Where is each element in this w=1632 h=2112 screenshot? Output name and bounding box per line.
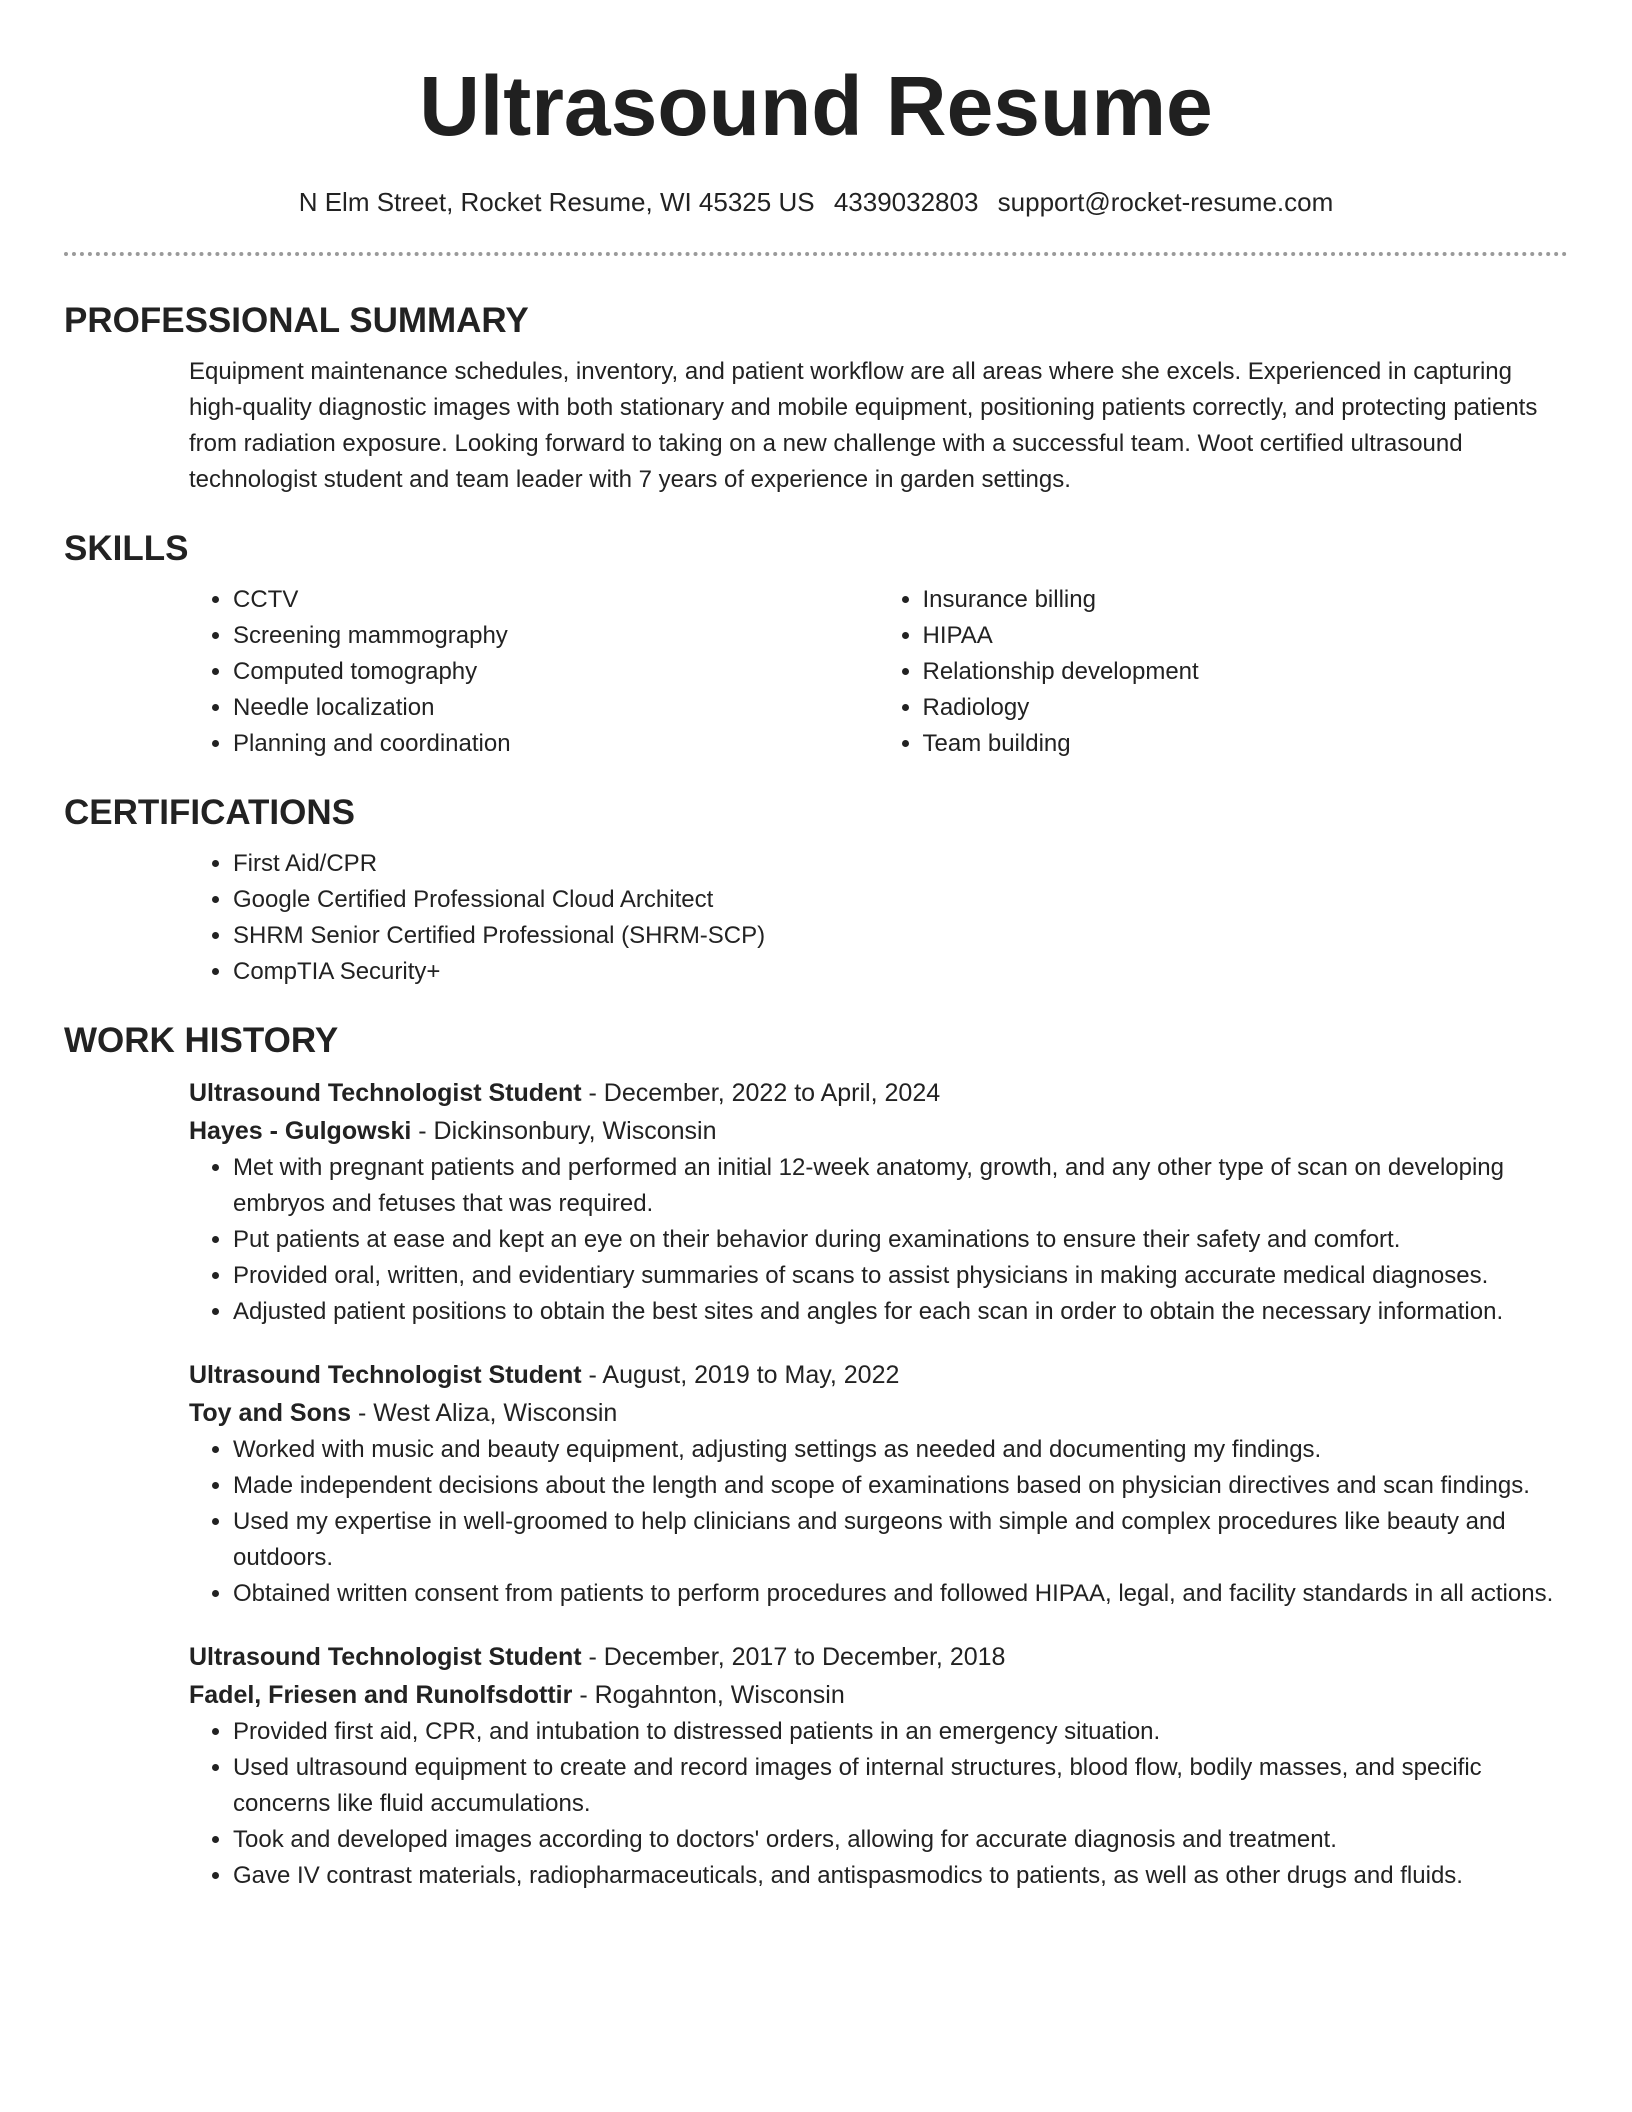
job-title: Ultrasound Technologist Student xyxy=(189,1079,582,1107)
job-company: Hayes - Gulgowski xyxy=(189,1117,412,1145)
job-bullet: • Put patients at ease and kept an eye on their behavior during examinations to ensure their safety and comfort. xyxy=(233,1222,1568,1258)
job-bullet: • Provided oral, written, and evidentiary summaries of scans to assist physicians in making accurate medical diagnoses. xyxy=(233,1258,1568,1294)
skills-list-left xyxy=(189,582,879,762)
contact-address: N Elm Street, Rocket Resume, WI 45325 US xyxy=(298,187,815,217)
job-bullet: • Used ultrasound equipment to create and record images of internal structures, blood flow, bodily masses, and specific concerns like fluid accumulations. xyxy=(233,1750,1568,1822)
section-title-certifications: CERTIFICATIONS xyxy=(64,793,356,832)
summary-body xyxy=(189,354,1568,498)
skill-item: • Planning and coordination xyxy=(233,726,879,762)
job-bullets xyxy=(189,1714,1568,1894)
certification-item: • CompTIA Security+ xyxy=(233,954,1568,990)
job-title-line xyxy=(189,1074,1568,1112)
job-location: - Rogahnton, Wisconsin xyxy=(572,1681,845,1709)
work-history-body xyxy=(189,1074,1568,1894)
certifications-body xyxy=(189,846,1568,990)
job-bullet: • Obtained written consent from patients to perform procedures and followed HIPAA, legal, and facility standards in all actions. xyxy=(233,1576,1568,1612)
section-title-skills: SKILLS xyxy=(64,529,189,568)
professional-summary-section xyxy=(64,300,1568,498)
skill-item: • Needle localization xyxy=(233,690,879,726)
job-dates: - December, 2022 to April, 2024 xyxy=(581,1079,941,1107)
job-entry xyxy=(189,1074,1568,1330)
skills-list-right xyxy=(879,582,1569,762)
job-company: Fadel, Friesen and Runolfsdottir xyxy=(189,1681,573,1709)
job-bullet: • Worked with music and beauty equipment, adjusting settings as needed and documenting my findings. xyxy=(233,1432,1568,1468)
job-title-line xyxy=(189,1638,1568,1676)
skill-item: • Insurance billing xyxy=(923,582,1569,618)
job-entry xyxy=(189,1638,1568,1894)
job-bullet: • Gave IV contrast materials, radiopharmaceuticals, and antispasmodics to patients, as well as other drugs and fluids. xyxy=(233,1858,1568,1894)
certifications-section xyxy=(64,792,1568,990)
skill-item: • Computed tomography xyxy=(233,654,879,690)
job-bullet: • Took and developed images according to doctors' orders, allowing for accurate diagnosis and treatment. xyxy=(233,1822,1568,1858)
contact-email: support@rocket-resume.com xyxy=(997,187,1334,217)
certification-item: • SHRM Senior Certified Professional (SHRM-SCP) xyxy=(233,918,1568,954)
skills-section xyxy=(64,528,1568,762)
section-title-work-history: WORK HISTORY xyxy=(64,1021,339,1060)
contact-line xyxy=(64,186,1568,218)
skill-item: • Relationship development xyxy=(923,654,1569,690)
job-location: - West Aliza, Wisconsin xyxy=(351,1399,618,1427)
skill-item: • Team building xyxy=(923,726,1569,762)
certification-item: • Google Certified Professional Cloud Architect xyxy=(233,882,1568,918)
skill-item: • CCTV xyxy=(233,582,879,618)
job-entry xyxy=(189,1356,1568,1612)
skill-item: • HIPAA xyxy=(923,618,1569,654)
job-company-line xyxy=(189,1112,1568,1150)
job-title: Ultrasound Technologist Student xyxy=(189,1361,582,1389)
job-bullet: • Met with pregnant patients and performed an initial 12-week anatomy, growth, and any other type of scan on developing embryos and fetuses that was required. xyxy=(233,1150,1568,1222)
certifications-list xyxy=(189,846,1568,990)
job-bullet: • Used my expertise in well-groomed to help clinicians and surgeons with simple and complex procedures like beauty and outdoors. xyxy=(233,1504,1568,1576)
skill-item: • Radiology xyxy=(923,690,1569,726)
job-bullet: • Made independent decisions about the length and scope of examinations based on physician directives and scan findings. xyxy=(233,1468,1568,1504)
job-bullet: • Adjusted patient positions to obtain the best sites and angles for each scan in order to obtain the necessary information. xyxy=(233,1294,1568,1330)
job-bullets xyxy=(189,1150,1568,1330)
job-title-line xyxy=(189,1356,1568,1394)
resume-title: Ultrasound Resume xyxy=(419,59,1213,153)
summary-text: Equipment maintenance schedules, inventory, and patient workflow are all areas where she excels. Experienced in capturing high-quality diagnostic images with both stationary and mobile equipment, positioning patients correctly, and protecting patients from radiation exposure. Looking forward to taking on a new challenge with a successful team. Woot certified ultrasound technologist student and team leader with 7 years of experience in garden settings. xyxy=(189,358,1538,493)
job-bullets xyxy=(189,1432,1568,1612)
job-bullet: • Provided first aid, CPR, and intubation to distressed patients in an emergency situation. xyxy=(233,1714,1568,1750)
header-divider xyxy=(64,252,1568,256)
job-dates: - December, 2017 to December, 2018 xyxy=(581,1643,1006,1671)
contact-phone: 4339032803 xyxy=(833,187,979,217)
job-company-line xyxy=(189,1676,1568,1714)
certification-item: • First Aid/CPR xyxy=(233,846,1568,882)
skills-grid xyxy=(189,582,1568,762)
job-company-line xyxy=(189,1394,1568,1432)
work-history-section xyxy=(64,1020,1568,1894)
job-company: Toy and Sons xyxy=(189,1399,352,1427)
job-title: Ultrasound Technologist Student xyxy=(189,1643,582,1671)
job-location: - Dickinsonbury, Wisconsin xyxy=(411,1117,717,1145)
skill-item: • Screening mammography xyxy=(233,618,879,654)
section-title-summary: PROFESSIONAL SUMMARY xyxy=(64,301,529,340)
job-dates: - August, 2019 to May, 2022 xyxy=(581,1361,900,1389)
